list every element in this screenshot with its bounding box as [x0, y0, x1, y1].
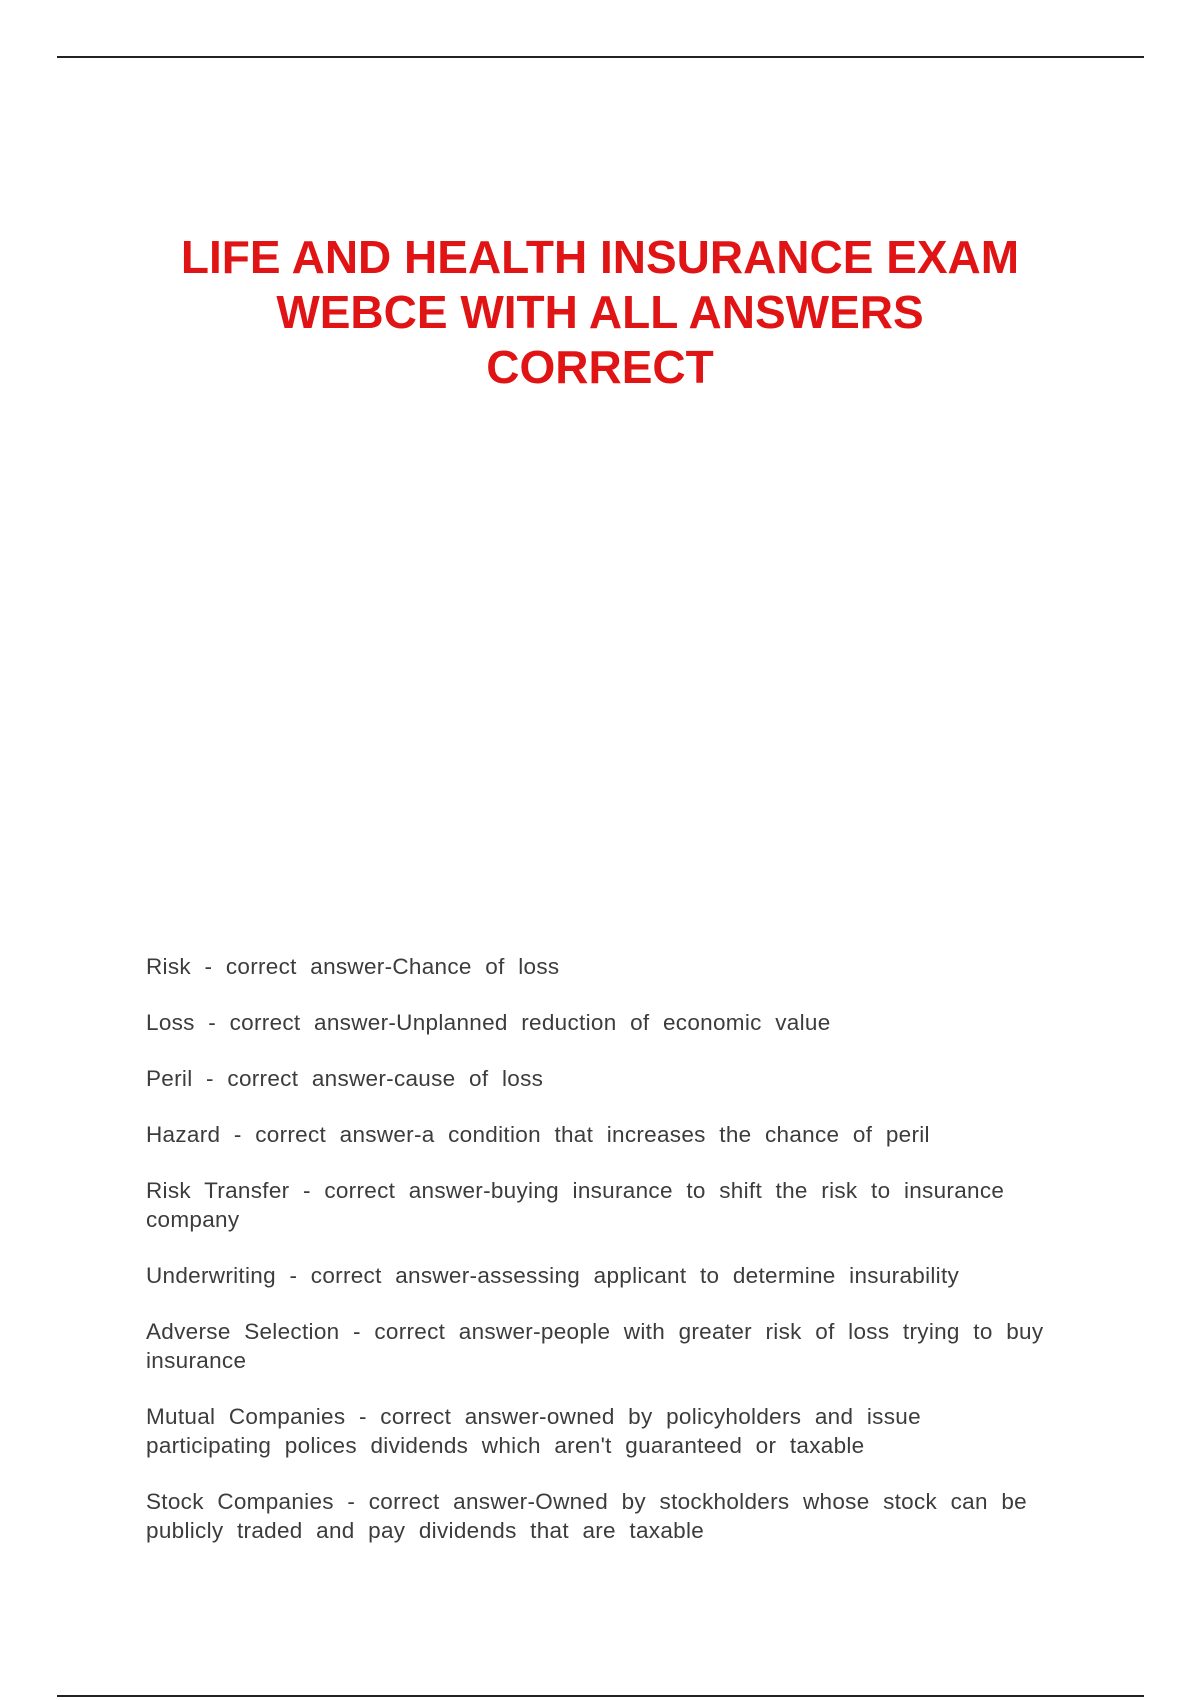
bottom-rule	[57, 1695, 1144, 1697]
top-rule	[57, 56, 1144, 58]
qa-item-risk-transfer: Risk Transfer - correct answer-buying insurance to shift the risk to insurance company	[146, 1178, 1005, 1232]
qa-item-underwriting: Underwriting - correct answer-assessing applicant to determine insurability	[146, 1263, 960, 1288]
qa-item-hazard: Hazard - correct answer-a condition that increases the chance of peril	[146, 1122, 930, 1147]
qa-item-risk: Risk - correct answer-Chance of loss	[146, 954, 560, 979]
document-title: LIFE AND HEALTH INSURANCE EXAM WEBCE WITH ALL ANSWERS CORRECT	[180, 231, 1020, 393]
qa-item-loss: Loss - correct answer-Unplanned reduction of economic value	[146, 1010, 831, 1035]
qa-item-stock-companies: Stock Companies - correct answer-Owned by stockholders whose stock can be publicly traded and pay dividends that are taxable	[146, 1489, 1027, 1543]
qa-item-mutual-companies: Mutual Companies - correct answer-owned by policyholders and issue participating polices dividends which aren't guaranteed or taxable	[146, 1404, 921, 1458]
qa-list	[146, 952, 1046, 1572]
qa-item-adverse-selection: Adverse Selection - correct answer-people with greater risk of loss trying to buy insurance	[146, 1319, 1044, 1373]
qa-item-peril: Peril - correct answer-cause of loss	[146, 1066, 544, 1091]
